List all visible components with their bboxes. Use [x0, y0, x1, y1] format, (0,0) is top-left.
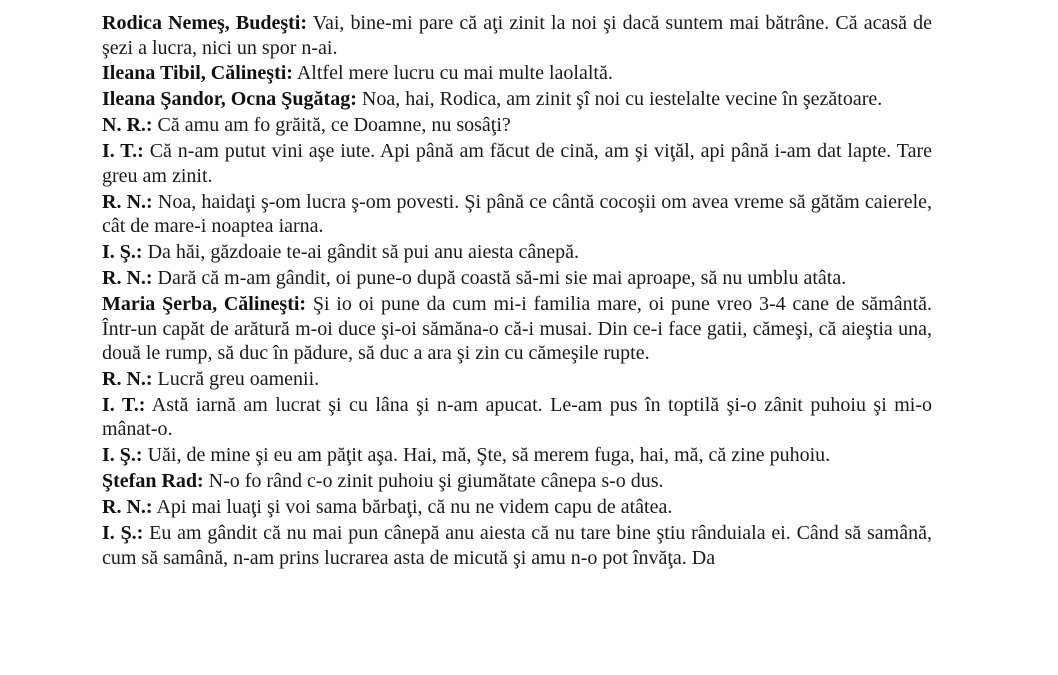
- dialogue-paragraph: [102, 521, 932, 570]
- speaker-name: I. Ş.:: [102, 444, 143, 467]
- speaker-name: I. T.:: [102, 140, 144, 163]
- utterance-text: Că amu am fo grăită, ce Doamne, nu sosâţi?: [152, 114, 511, 137]
- dialogue-text: [102, 11, 932, 572]
- dialogue-paragraph: [102, 240, 932, 265]
- utterance-text: Şi io oi pune da cum mi-i familia mare, oi pune vreo 3-4 cane de sământă. Într-un capăt de arătură m-oi duce şi-oi sămăna-o că-i musai. Din ce-i face gatii, cămeşi, că aieştia una, două le rump, să duc în pădure, să duc a ara şi zin cu cămeşile rupte.: [102, 292, 932, 365]
- utterance-text: Noa, hai, Rodica, am zinit şî noi cu iestelalte vecine în şezătoare.: [356, 88, 883, 111]
- speaker-name: R. N.:: [102, 367, 153, 390]
- utterance-text: Altfel mere lucru cu mai multe laolaltă.: [292, 62, 613, 85]
- utterance-text: Că n-am putut vini aşe iute. Api până am făcut de cină, am şi viţăl, api până i-am dat lapte. Tare greu am zinit.: [102, 140, 933, 187]
- utterance-text: N-o fo rând c-o zinit puhoiu şi giumătate cânepa s-o dus.: [203, 470, 664, 493]
- speaker-name: Maria Şerba, Călineşti:: [102, 292, 307, 315]
- dialogue-paragraph: [102, 443, 932, 468]
- dialogue-paragraph: [102, 393, 932, 442]
- dialogue-paragraph: [102, 139, 932, 188]
- dialogue-paragraph: [102, 495, 932, 520]
- utterance-text: Vai, bine-mi pare că aţi zinit la noi şi dacă suntem mai bătrâne. Că acasă de şezi a lucra, nici un spor n-ai.: [102, 12, 933, 59]
- speaker-name: I. T.:: [102, 393, 146, 416]
- utterance-text: Lucră greu oamenii.: [152, 367, 320, 390]
- speaker-name: R. N.:: [102, 496, 153, 519]
- dialogue-paragraph: [102, 367, 932, 392]
- speaker-name: I. Ş.:: [102, 522, 144, 545]
- utterance-text: Noa, haidaţi ş-om lucra ş-om povesti. Şi până ce cântă cocoşii om avea vreme să gătăm caierele, cât de mare-i noaptea iarna.: [102, 190, 932, 238]
- speaker-name: Ileana Tibil, Călineşti:: [102, 62, 293, 85]
- speaker-name: N. R.:: [102, 114, 153, 137]
- speaker-name: R. N.:: [102, 267, 153, 290]
- utterance-text: Dară că m-am gândit, oi pune-o după coastă să-mi sie mai aproape, să nu umblu atâta.: [152, 267, 847, 290]
- speaker-name: Ştefan Rad:: [102, 470, 204, 493]
- speaker-name: Ileana Şandor, Ocna Şugătag:: [102, 88, 357, 111]
- utterance-text: Api mai luaţi şi voi sama bărbaţi, că nu ne videm capu de atâtea.: [152, 496, 673, 519]
- dialogue-paragraph: [102, 190, 932, 239]
- dialogue-paragraph: [102, 61, 932, 86]
- utterance-text: Astă iarnă am lucrat şi cu lâna şi n-am apucat. Le-am pus în toptilă şi-o zânit puhoiu şi mi-o mânat-o.: [102, 393, 932, 441]
- dialogue-paragraph: [102, 266, 932, 291]
- dialogue-paragraph: [102, 11, 932, 60]
- utterance-text: Uăi, de mine şi eu am păţit aşa. Hai, mă, Şte, să merem fuga, hai, mă, că zine puhoiu.: [142, 444, 831, 467]
- utterance-text: Da hăi, găzdoaie te-ai gândit să pui anu aiesta cânepă.: [142, 241, 580, 264]
- speaker-name: I. Ş.:: [102, 241, 143, 264]
- dialogue-paragraph: [102, 113, 932, 138]
- speaker-name: R. N.:: [102, 190, 153, 213]
- dialogue-paragraph: [102, 292, 932, 366]
- utterance-text: Eu am gândit că nu mai pun cânepă anu aiesta că nu tare bine ştiu rânduiala ei. Când să samână, cum să samână, n-am prins lucrarea asta de micută şi amu n-o pot învăţa. Da: [102, 522, 932, 569]
- speaker-name: Rodica Nemeş, Budeşti:: [102, 12, 307, 34]
- dialogue-paragraph: [102, 469, 932, 494]
- dialogue-paragraph: [102, 87, 932, 112]
